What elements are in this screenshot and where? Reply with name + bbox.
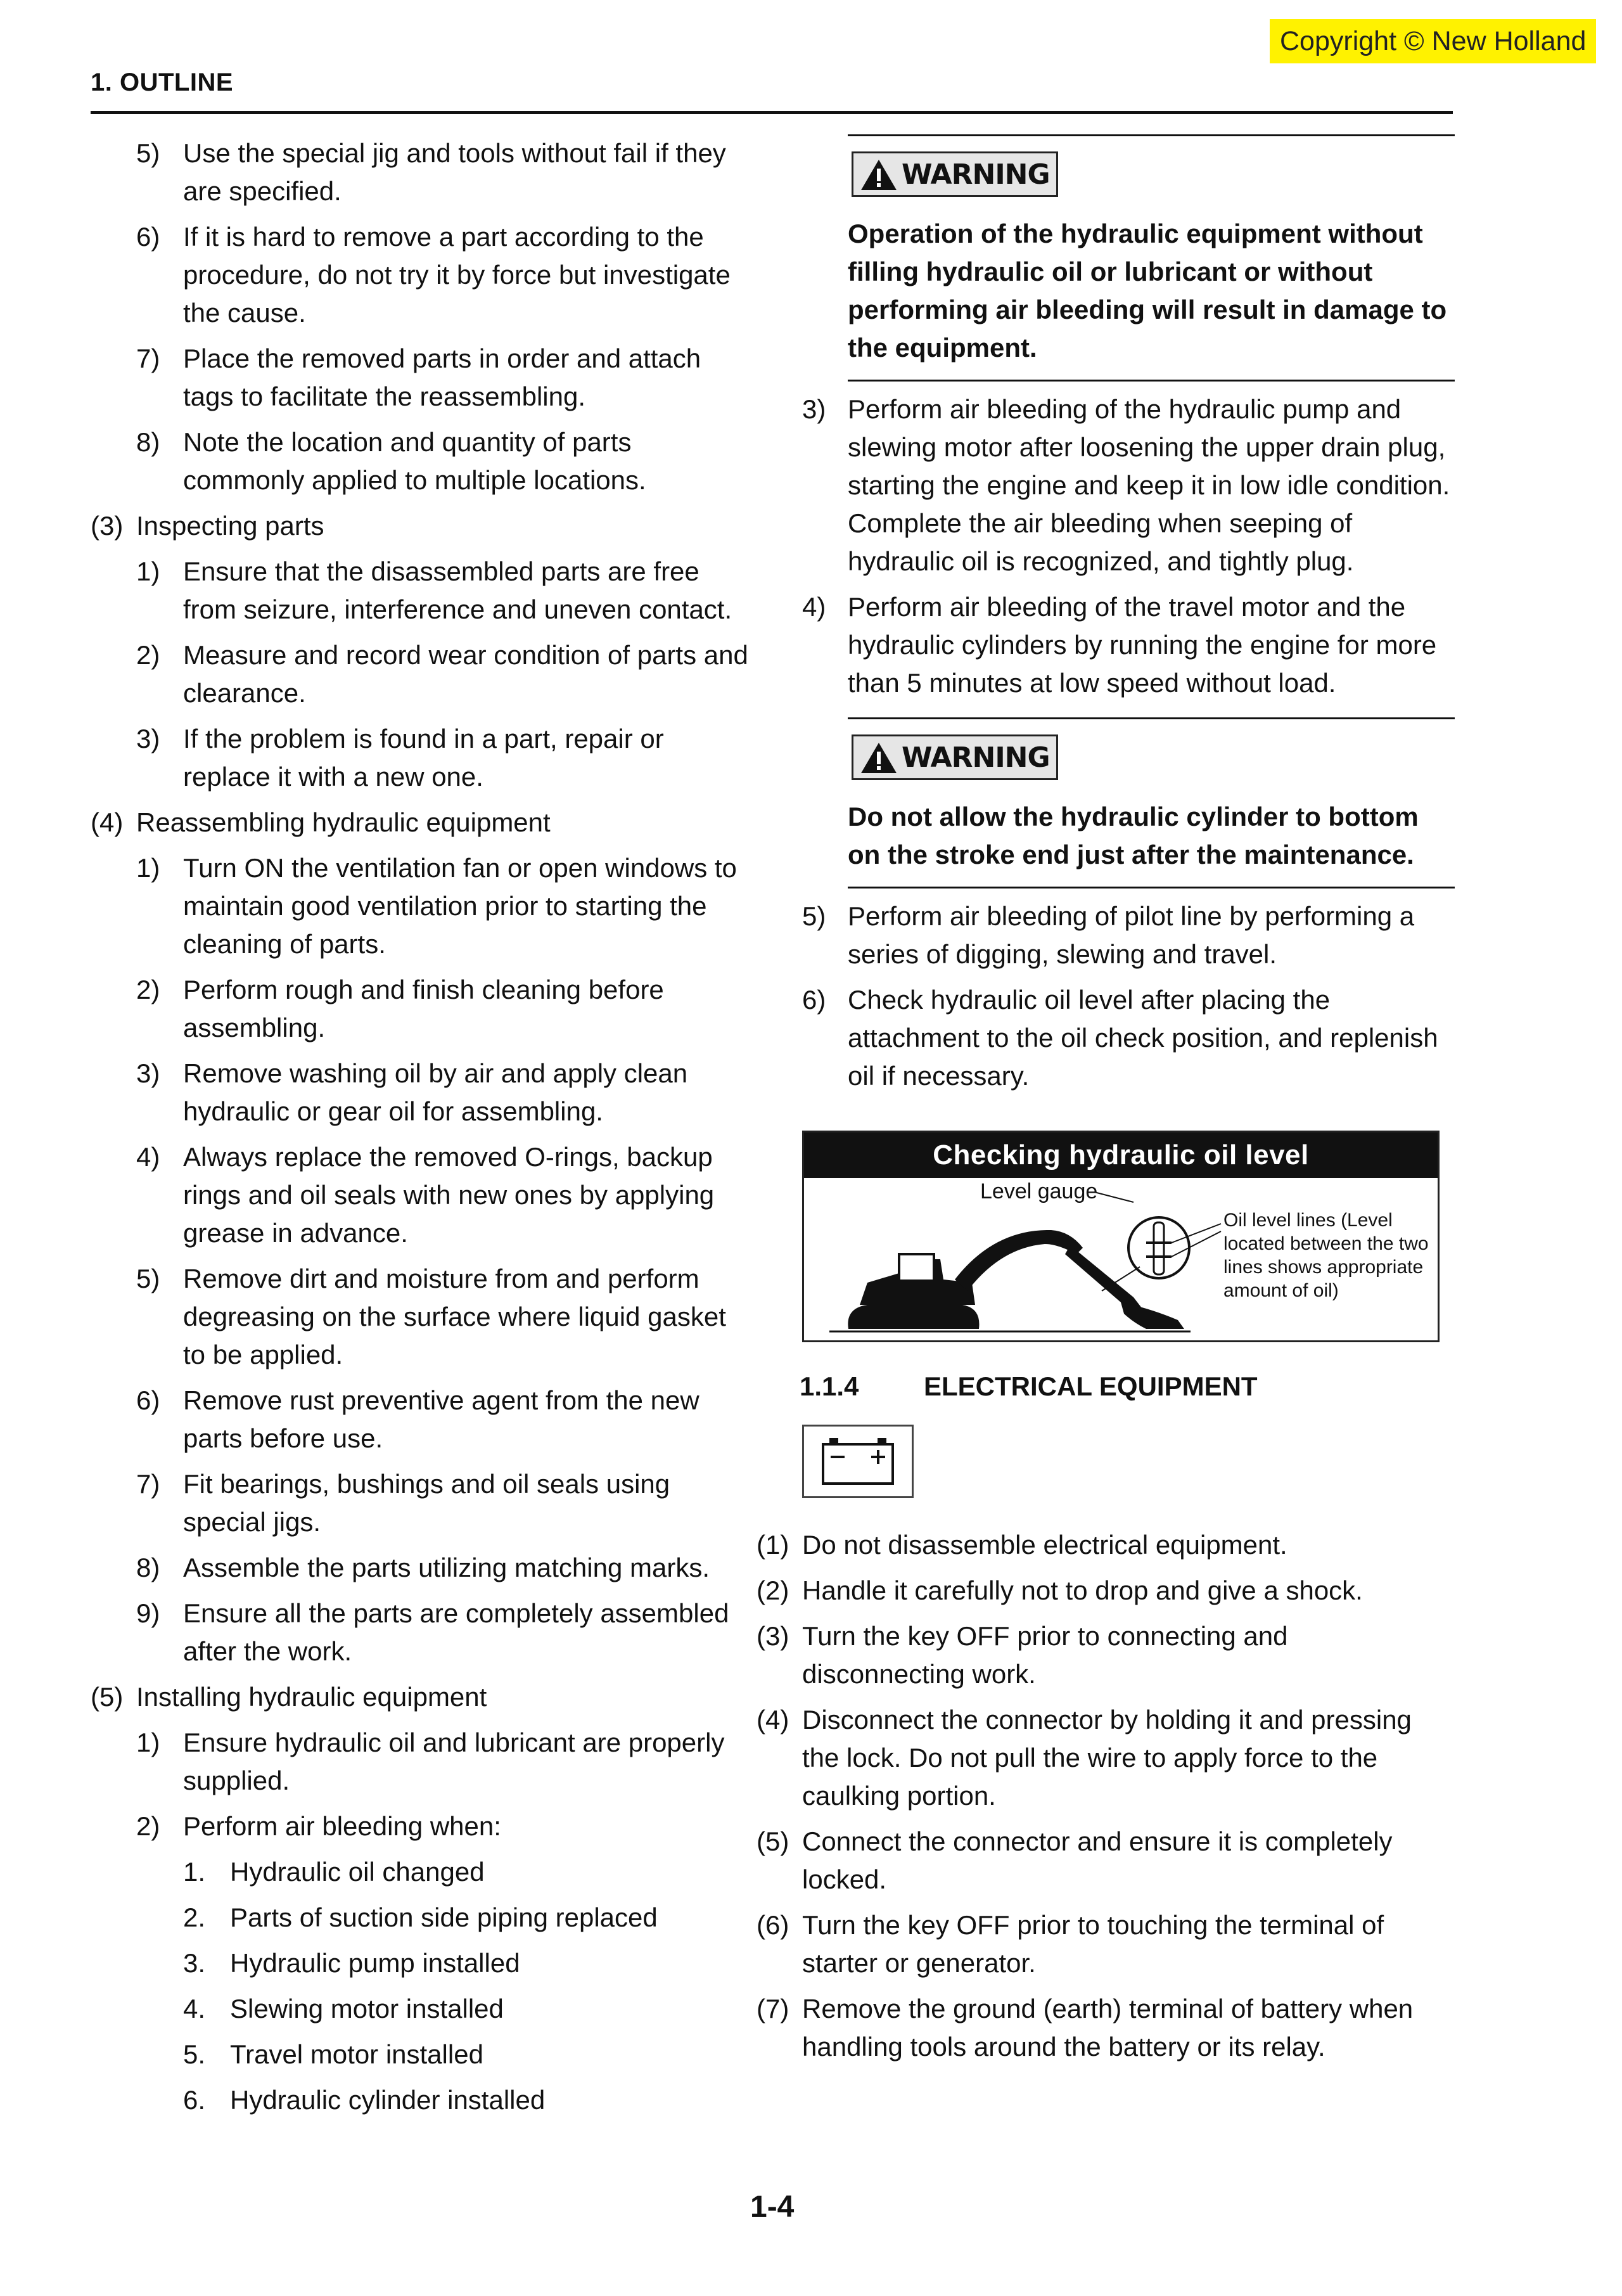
item-text: Hydraulic cylinder installed: [230, 2085, 546, 2115]
item-text: Disconnect the connector by holding it and pressing the lock. Do not pull the wire to apply force to the caulking portion.: [802, 1705, 1412, 1811]
warning-box: [848, 717, 1455, 888]
item-text: Slewing motor installed: [230, 1994, 504, 2023]
heading-number: (3): [91, 511, 124, 541]
list-item: [91, 849, 750, 963]
list-item: [91, 1138, 750, 1252]
item-text: Ensure hydraulic oil and lubricant are properly supplied.: [183, 1728, 725, 1795]
item-number: 1): [136, 556, 160, 586]
item-number: 9): [136, 1598, 160, 1628]
item-number: 1): [136, 1728, 160, 1757]
item-text: Connect the connector and ensure it is completely locked.: [802, 1826, 1393, 1894]
warning-triangle-icon: [860, 158, 898, 191]
subsection-title: ELECTRICAL EQUIPMENT: [924, 1371, 1258, 1401]
list-item: [757, 1906, 1455, 1982]
list-item: [802, 390, 1455, 580]
item-number: 5): [136, 1264, 160, 1293]
item-number: (7): [757, 1994, 789, 2023]
item-text: Hydraulic pump installed: [230, 1948, 520, 1978]
list-item: [757, 1526, 1455, 1564]
item-text: Perform rough and finish cleaning before assembling.: [183, 975, 664, 1042]
item-number: 7): [136, 1469, 160, 1499]
sub-list-item: [91, 2081, 750, 2119]
list-item: [91, 1465, 750, 1541]
item-number: 5): [802, 901, 826, 931]
item-text: Parts of suction side piping replaced: [230, 1902, 658, 1932]
item-text: Turn the key OFF prior to connecting and disconnecting work.: [802, 1621, 1288, 1689]
section-header: 1. OUTLINE: [91, 68, 234, 96]
list-item: [757, 1617, 1455, 1693]
item-text: Always replace the removed O-rings, backup rings and oil seals with new ones by applying grease in advance.: [183, 1142, 715, 1248]
item-text: Note the location and quantity of parts commonly applied to multiple locations.: [183, 427, 646, 495]
sub-list-item: [91, 1990, 750, 2028]
heading-number: (5): [91, 1682, 124, 1712]
list-item: [91, 1807, 750, 1845]
oil-level-label: Oil level lines (Level located between the two lines shows appropriate amount of oil): [1223, 1210, 1429, 1301]
list-item: [91, 218, 750, 332]
item-number: 1.: [183, 1857, 206, 1887]
item-text: Place the removed parts in order and attach tags to facilitate the reassembling.: [183, 343, 701, 411]
list-item: [91, 423, 750, 499]
warning-label: WARNING: [902, 158, 1050, 191]
item-text: Do not disassemble electrical equipment.: [802, 1530, 1287, 1560]
list-item: [91, 720, 750, 796]
header-rule: [91, 111, 1453, 114]
item-text: Hydraulic oil changed: [230, 1857, 485, 1887]
item-number: 2): [136, 975, 160, 1004]
item-text: Remove rust preventive agent from the new parts before use.: [183, 1385, 699, 1453]
heading-inspecting-parts: [91, 507, 750, 545]
battery-icon: [802, 1425, 914, 1498]
list-item: [91, 340, 750, 416]
subsection-number: 1.1.4: [800, 1371, 859, 1401]
item-text: Ensure that the disassembled parts are free from seizure, interference and uneven contact.: [183, 556, 732, 624]
item-number: 8): [136, 1553, 160, 1582]
list-item: [91, 636, 750, 712]
warning-bottom-rule: [848, 380, 1455, 382]
warning-label: WARNING: [902, 741, 1050, 774]
page-number: 1-4: [750, 2190, 795, 2224]
copyright-banner: Copyright © New Holland: [1270, 19, 1596, 63]
item-text: Remove washing oil by air and apply clean hydraulic or gear oil for assembling.: [183, 1058, 688, 1126]
left-column: [91, 134, 750, 2127]
item-number: 2): [136, 640, 160, 670]
item-number: 6): [136, 1385, 160, 1415]
item-text: Fit bearings, bushings and oil seals using special jigs.: [183, 1469, 670, 1537]
list-item: [802, 981, 1455, 1095]
list-item: [757, 1823, 1455, 1899]
list-item: [91, 1382, 750, 1458]
list-item: [91, 1055, 750, 1131]
item-number: 8): [136, 427, 160, 457]
warning-box: [848, 134, 1455, 382]
item-number: 5): [136, 138, 160, 168]
item-number: 2): [136, 1811, 160, 1841]
list-item: [802, 588, 1455, 702]
item-text: Remove the ground (earth) terminal of battery when handling tools around the battery or its relay.: [802, 1994, 1414, 2062]
item-number: 6): [802, 985, 826, 1015]
item-text: Turn the key OFF prior to touching the terminal of starter or generator.: [802, 1910, 1384, 1978]
warning-top-rule: [848, 134, 1455, 136]
item-text: Use the special jig and tools without fail if they are specified.: [183, 138, 726, 206]
figure-title: Checking hydraulic oil level: [804, 1132, 1438, 1178]
warning-top-rule: [848, 717, 1455, 719]
item-text: Perform air bleeding of pilot line by performing a series of digging, slewing and travel.: [848, 901, 1415, 969]
list-item: [91, 971, 750, 1047]
heading-number: (4): [91, 807, 124, 837]
item-number: (1): [757, 1530, 789, 1560]
item-number: 4.: [183, 1994, 206, 2023]
warning-badge: [852, 151, 1058, 197]
list-item: [91, 1549, 750, 1587]
heading-text: Reassembling hydraulic equipment: [136, 807, 551, 837]
item-number: (4): [757, 1705, 789, 1735]
sub-list-item: [91, 2036, 750, 2074]
item-text: If it is hard to remove a part according to the procedure, do not try it by force but investigate the cause.: [183, 222, 731, 328]
item-number: 3): [136, 724, 160, 754]
warning-text: Operation of the hydraulic equipment without filling hydraulic oil or lubricant or without performing air bleeding will result in damage to the equipment.: [848, 219, 1447, 362]
heading-reassembling: [91, 804, 750, 842]
item-text: Perform air bleeding of the travel motor and the hydraulic cylinders by running the engine for more than 5 minutes at low speed without load.: [848, 592, 1437, 698]
item-number: 1): [136, 853, 160, 883]
item-number: 6): [136, 222, 160, 252]
item-text: Perform air bleeding of the hydraulic pump and slewing motor after loosening the upper drain plug, starting the engine and keep it in low idle condition.: [848, 394, 1450, 500]
item-number: 4): [802, 592, 826, 622]
item-text: Remove dirt and moisture from and perform degreasing on the surface where liquid gasket to be applied.: [183, 1264, 726, 1369]
list-item: [757, 1572, 1455, 1610]
list-item: [91, 1724, 750, 1800]
item-number: 3): [802, 394, 826, 424]
item-text: Perform air bleeding when:: [183, 1811, 501, 1841]
list-item: [91, 1260, 750, 1374]
item-text: Handle it carefully not to drop and give a shock.: [802, 1575, 1363, 1605]
item-number: (2): [757, 1575, 789, 1605]
list-item: [91, 1594, 750, 1671]
heading-installing: [91, 1678, 750, 1716]
item-text: Measure and record wear condition of parts and clearance.: [183, 640, 748, 708]
warning-text: Do not allow the hydraulic cylinder to bottom on the stroke end just after the maintenance.: [848, 802, 1419, 869]
item-list-a: [91, 134, 750, 499]
oil-level-figure: [802, 1131, 1440, 1342]
heading-text: Inspecting parts: [136, 511, 324, 541]
sub-list-item: [91, 1899, 750, 1937]
warning-bottom-rule: [848, 887, 1455, 888]
item-number: 7): [136, 343, 160, 373]
item-text: Turn ON the ventilation fan or open windows to maintain good ventilation prior to starting the cleaning of parts.: [183, 853, 737, 959]
sub-list-item: [91, 1853, 750, 1891]
item-text: Assemble the parts utilizing matching marks.: [183, 1553, 710, 1582]
item-number: 6.: [183, 2085, 206, 2115]
heading-text: Installing hydraulic equipment: [136, 1682, 487, 1712]
item-text: Travel motor installed: [230, 2039, 483, 2069]
item-number: (3): [757, 1621, 789, 1651]
item-text: Check hydraulic oil level after placing the attachment to the oil check position, and replenish oil if necessary.: [848, 985, 1438, 1091]
item-text: If the problem is found in a part, repair or replace it with a new one.: [183, 724, 664, 792]
list-item: [757, 1990, 1455, 2066]
item-number: 5.: [183, 2039, 206, 2069]
warning-badge: [852, 734, 1058, 780]
item-number: (6): [757, 1910, 789, 1940]
level-gauge-label: Level gauge: [980, 1179, 1098, 1203]
right-column: [757, 134, 1455, 2074]
item-number: 2.: [183, 1902, 206, 1932]
item-number: 4): [136, 1142, 160, 1172]
item-number: (5): [757, 1826, 789, 1856]
item-text: Ensure all the parts are completely assembled after the work.: [183, 1598, 729, 1666]
subsection-heading: [802, 1368, 1455, 1406]
list-item: [757, 1701, 1455, 1815]
sub-list-item: [91, 1944, 750, 1982]
list-item: [91, 553, 750, 629]
warning-triangle-icon: [860, 741, 898, 774]
item-number: 3): [136, 1058, 160, 1088]
list-item: [91, 134, 750, 210]
item-text-continued: Complete the air bleeding when seeping of hydraulic oil is recognized, and tightly plug.: [848, 508, 1354, 576]
item-number: 3.: [183, 1948, 206, 1978]
list-item: [802, 897, 1455, 973]
